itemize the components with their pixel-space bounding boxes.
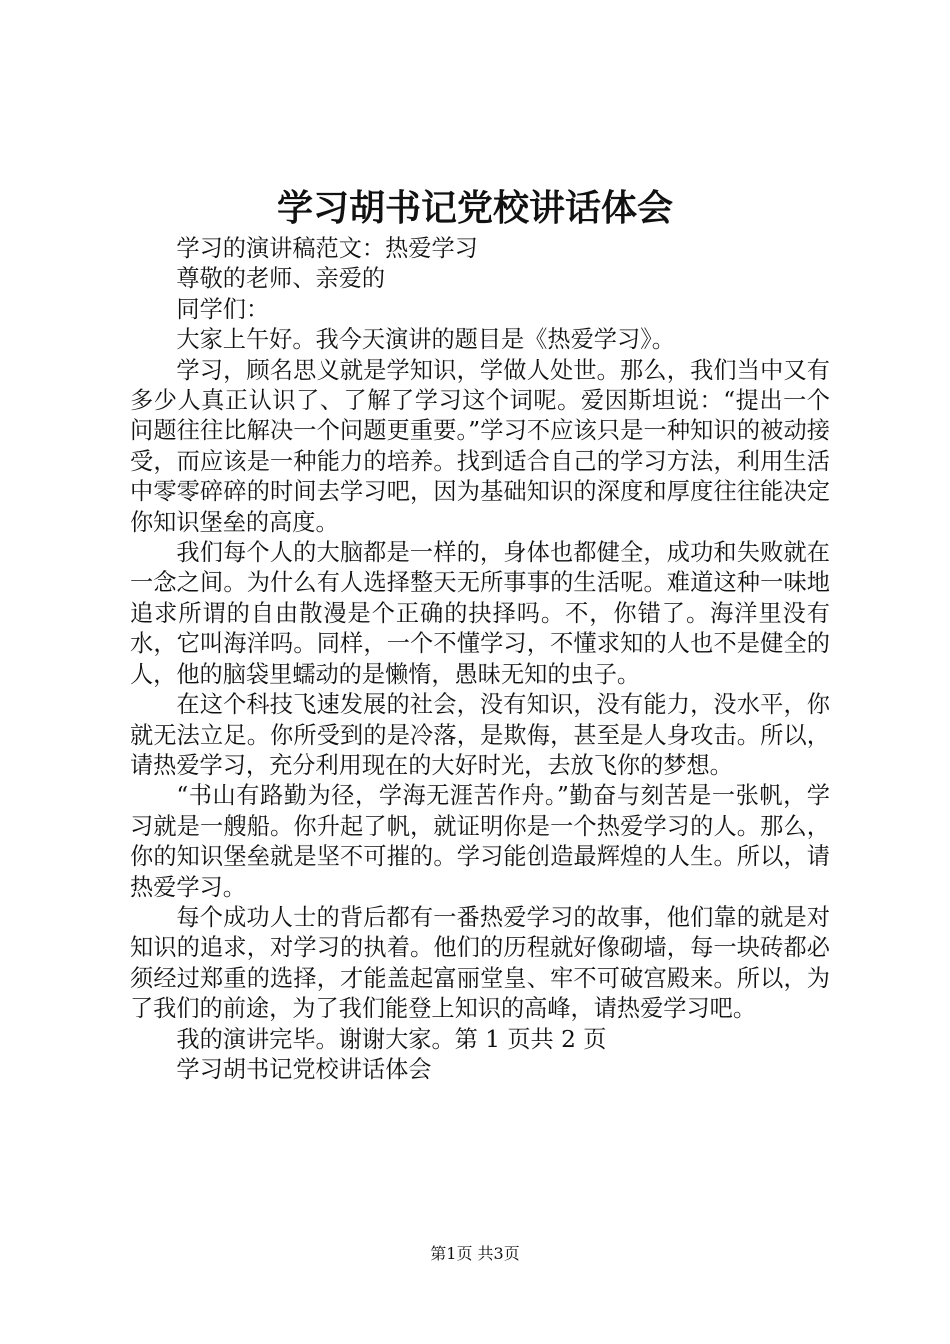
paragraph-body: 学习，顾名思义就是学知识，学做人处世。那么，我们当中又有多少人真正认识了、了解了学习这个词呢。爱因斯坦说：“提出一个问题往往比解决一个问题更重要。”学习不应该只是一种知识的被动接受，而应该是一种能力的培养。找到适合自己的学习方法，利用生活中零零碎碎的时间去学习吧，因为基础知识的深度和厚度往往能决定你知识堡垒的高度。 xyxy=(130,356,830,536)
document-title: 学习胡书记党校讲话体会 xyxy=(276,187,673,229)
paragraph-salutation-1: 尊敬的老师、亲爱的 xyxy=(176,265,386,293)
paragraph-speech-heading: 学习的演讲稿范文：热爱学习 xyxy=(176,235,478,262)
paragraph-closing: 我的演讲完毕。谢谢大家。第 1 页共 2 页 xyxy=(176,1025,607,1053)
paragraph-body: 每个成功人士的背后都有一番热爱学习的故事，他们靠的就是对知识的追求，对学习的执着。他们的历程就好像砌墙，每一块砖都必须经过郑重的选择，才能盖起富丽堂皇、牢不可破宫殿来。所以，为了我们的前途，为了我们能登上知识的高峰，请热爱学习吧。 xyxy=(130,903,830,1023)
paragraph-body: “书山有路勤为径，学海无涯苦作舟。”勤奋与刻苦是一张帆，学习就是一艘船。你升起了帆，就证明你是一个热爱学习的人。那么，你的知识堡垒就是坚不可摧的。学习能创造最辉煌的人生。所以，请热爱学习。 xyxy=(130,782,830,901)
paragraph-salutation-2: 同学们： xyxy=(176,295,270,323)
page-footer: 第1页 共3页 xyxy=(430,1244,520,1263)
paragraph-greeting: 大家上午好。我今天演讲的题目是《热爱学习》。 xyxy=(176,326,675,354)
paragraph-next-title: 学习胡书记党校讲话体会 xyxy=(176,1055,432,1083)
document-body xyxy=(130,234,830,1085)
paragraph-body: 在这个科技飞速发展的社会，没有知识，没有能力，没水平，你就无法立足。你所受到的是冷落，是欺侮，甚至是人身攻击。所以，请热爱学习，充分利用现在的大好时光，去放飞你的梦想。 xyxy=(130,691,830,779)
paragraph-body: 我们每个人的大脑都是一样的，身体也都健全，成功和失败就在一念之间。为什么有人选择整天无所事事的生活呢。难道这种一味地追求所谓的自由散漫是个正确的抉择吗。不，你错了。海洋里没有水，它叫海洋吗。同样，一个不懂学习，不懂求知的人也不是健全的人，他的脑袋里蠕动的是懒惰，愚昧无知的虫子。 xyxy=(130,539,830,688)
